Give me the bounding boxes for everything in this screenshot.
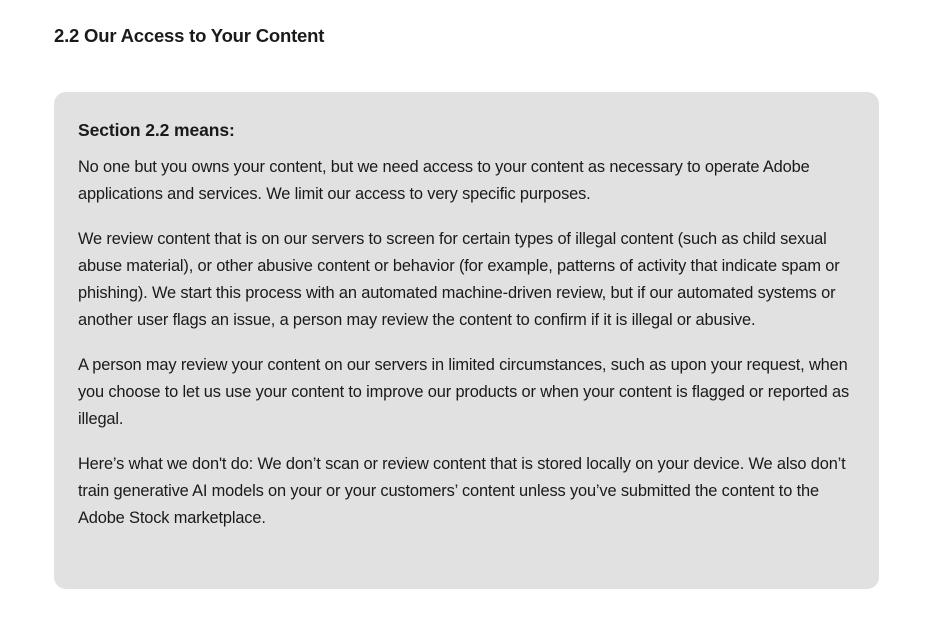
summary-paragraph-human-review: A person may review your content on our servers in limited circumstances, such as upon your request, when you choose to let us use your content to improve our products or when your content is flagged or reported as illegal. [78,356,849,428]
summary-paragraph-content-review: We review content that is on our servers to screen for certain types of illegal content (such as child sexual abuse material), or other abusive content or behavior (for example, patterns of activity that indicate spam or phishing). We start this process with an automated machine-driven review, but if our automated systems or another user flags an issue, a person may review the content to confirm if it is illegal or abusive. [78,230,840,329]
summary-title: Section 2.2 means: [78,120,235,140]
summary-paragraph-what-we-dont-do: Here’s what we don't do: We don’t scan or review content that is stored locally on your device. We also don’t train generative AI models on your or your customers’ content unless you’ve submitted the content to the Adobe Stock marketplace. [78,455,846,527]
summary-paragraph-ownership: No one but you owns your content, but we need access to your content as necessary to operate Adobe applications and services. We limit our access to very specific purposes. [78,158,810,203]
section-summary-box [54,92,879,589]
section-heading: 2.2 Our Access to Your Content [54,25,325,46]
